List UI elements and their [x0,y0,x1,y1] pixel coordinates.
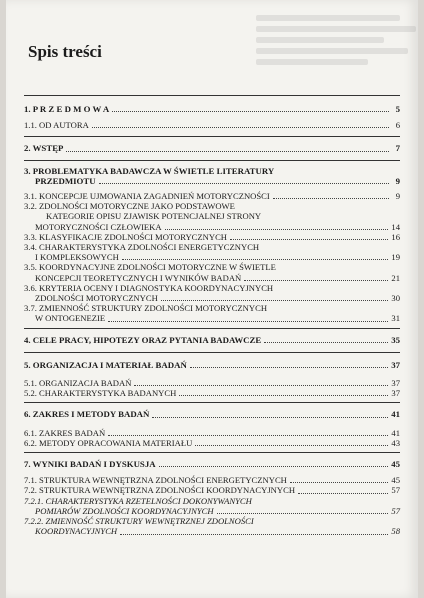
toc-section-entry[interactable] [24,242,400,262]
toc-entry-text: 1. P R Z E D M O W A [24,104,110,114]
toc-entry-text: 5.2. CHARAKTERYSTYKA BADANYCH [24,388,177,399]
toc-entry-text: KATEGORIE OPISU ZJAWISK POTENCJALNEJ STRONY [46,211,262,222]
toc-entry-text: 3.6. KRYTERIA OCENY I DIAGNOSTYKA KOORDYNACYJNYCH [24,282,274,293]
toc-page-number: 21 [391,272,400,283]
toc-page-number: 57 [391,505,400,516]
toc-page-number: 9 [395,191,400,202]
dot-leader [134,385,388,386]
toc-entry-text: 3. PROBLEMATYKA BADAWCZA W ŚWIETLE LITERATURY [24,165,275,176]
toc-entry-text: 7.2. STRUKTURA WEWNĘTRZNA ZDOLNOŚCI KOORDYNACYJNYCH [24,485,296,496]
toc-entry-text: W ONTOGENEZIE [35,313,106,324]
toc-entry-text: 7.2.1. CHARAKTERYSTYKA RZETELNOŚCI DOKONYWANYCH [24,495,252,506]
toc-page-number: 7 [395,143,400,154]
toc-section-entry[interactable] [24,232,400,242]
toc-entry-text: 3.4. CHARAKTERYSTYKA ZDOLNOŚCI ENERGETYCZNYCH [24,242,260,253]
toc-page-number: 5 [395,104,400,114]
toc-chapter-entry[interactable] [24,335,400,345]
dot-leader [122,259,389,260]
dot-leader [230,239,388,240]
section-divider [24,452,400,453]
toc-section-entry[interactable] [24,475,400,485]
toc-page-number: 14 [391,221,400,232]
toc-page-number: 37 [391,378,400,389]
toc-section-entry[interactable] [24,120,400,130]
dot-leader [92,127,389,128]
toc-page-number: 31 [391,313,400,324]
toc-section-entry[interactable] [24,378,400,388]
toc-entry-text: 2. WSTĘP [24,143,64,154]
section-divider [24,95,400,96]
section-divider [24,402,400,403]
toc-entry-text: I KOMPLEKSOWYCH [35,252,119,263]
toc-page-number: 41 [391,409,400,420]
toc-entry-text: 1.1. OD AUTORA [24,120,89,131]
dot-leader [161,300,389,301]
toc-entry-text: 3.5. KOORDYNACYJNE ZDOLNOŚCI MOTORYCZNE W ŚWIETLE [24,262,276,273]
dot-leader [179,395,388,396]
section-divider [24,160,400,161]
toc-entry-text: 3.3. KLASYFIKACJE ZDOLNOŚCI MOTORYCZNYCH [24,231,228,242]
toc-entry-text: 5.1. ORGANIZACJA BADAŃ [24,378,132,389]
toc-entry-text: 5. ORGANIZACJA I MATERIAŁ BADAŃ [24,359,187,370]
toc-page-number: 30 [391,293,400,304]
toc-entry-text: 3.7. ZMIENNOŚĆ STRUKTURY ZDOLNOŚCI MOTORYCZNYCH [24,303,268,314]
toc-entry-text: 7.2.2. ZMIENNOŚĆ STRUKTURY WEWNĘTRZNEJ ZDOLNOŚCI [24,516,254,527]
toc-section-entry[interactable] [24,262,400,282]
dot-leader [159,466,389,467]
toc-page-number: 58 [391,526,400,537]
toc-page-number: 19 [391,252,400,263]
toc-entry-text: PRZEDMIOTU [35,175,96,186]
dot-leader [108,435,388,436]
toc-section-entry[interactable] [24,191,400,201]
dot-leader [298,493,388,494]
toc-page-number: 57 [391,485,400,496]
toc-entry-text: 4. CELE PRACY, HIPOTEZY ORAZ PYTANIA BADAWCZE [24,334,262,345]
toc-entry-text: POMIARÓW ZDOLNOŚCI KOORDYNACYJNYCH [35,505,214,516]
dot-leader [120,534,388,535]
dot-leader [217,513,389,514]
table-of-contents [24,95,400,537]
toc-chapter-entry[interactable] [24,409,400,419]
toc-page-number: 45 [391,475,400,486]
toc-page-number: 37 [391,388,400,399]
toc-chapter-entry[interactable] [24,459,400,469]
toc-page-number: 9 [395,175,400,186]
dot-leader [152,417,388,418]
toc-page-number: 45 [391,459,400,470]
section-divider [24,136,400,137]
toc-section-entry[interactable] [24,428,400,438]
toc-entry-text: 3.2. ZDOLNOŚCI MOTORYCZNE JAKO PODSTAWOWE [24,201,235,212]
toc-entry-text: ZDOLNOŚCI MOTORYCZNYCH [35,293,158,304]
toc-section-entry[interactable] [24,388,400,398]
toc-page-number: 41 [391,427,400,438]
section-divider [24,352,400,353]
bleed-through-text [256,10,416,80]
toc-page-number: 37 [391,359,400,370]
toc-entry-text: 7. WYNIKI BADAŃ I DYSKUSJA [24,459,156,470]
dot-leader [99,183,389,184]
toc-entry-text: 3.1. KONCEPCJE UJMOWANIA ZAGADNIEŃ MOTORYCZNOŚCI [24,191,270,202]
dot-leader [264,342,388,343]
section-divider [24,328,400,329]
toc-page-number: 43 [391,437,400,448]
dot-leader [66,151,389,152]
toc-chapter-entry[interactable] [24,104,400,114]
toc-entry-text: KONCEPCJI TEORETYCZNYCH I WYNIKÓW BADAŃ [35,272,242,283]
toc-entry-text: MOTORYCZNOŚCI CZŁOWIEKA [35,221,162,232]
toc-section-entry[interactable] [24,201,400,232]
toc-entry-text: KOORDYNACYJNYCH [35,526,118,537]
dot-leader [273,198,389,199]
toc-chapter-entry[interactable] [24,360,400,370]
toc-page-number: 6 [395,120,400,131]
toc-section-entry[interactable] [24,283,400,303]
dot-leader [112,111,389,112]
toc-entry-text: 6. ZAKRES I METODY BADAŃ [24,409,150,420]
dot-leader [165,229,389,230]
toc-page-number: 35 [391,334,400,345]
toc-entry-text: 7.1. STRUKTURA WEWNĘTRZNA ZDOLNOŚCI ENERGETYCZNYCH [24,475,287,486]
dot-leader [290,482,389,483]
toc-entry-text: 6.1. ZAKRES BADAŃ [24,427,106,438]
dot-leader [244,280,388,281]
toc-chapter-entry[interactable] [24,166,400,186]
toc-section-entry[interactable] [24,303,400,323]
toc-section-entry[interactable] [24,496,400,516]
toc-section-entry[interactable] [24,438,400,448]
page-title: Spis treści [28,42,102,61]
dot-leader [195,445,388,446]
toc-chapter-entry[interactable] [24,143,400,153]
toc-section-entry[interactable] [24,516,400,536]
book-page [6,0,418,598]
dot-leader [190,367,388,368]
toc-section-entry[interactable] [24,485,400,495]
dot-leader [108,321,388,322]
toc-entry-text: 6.2. METODY OPRACOWANIA MATERIAŁU [24,437,193,448]
toc-page-number: 16 [391,231,400,242]
